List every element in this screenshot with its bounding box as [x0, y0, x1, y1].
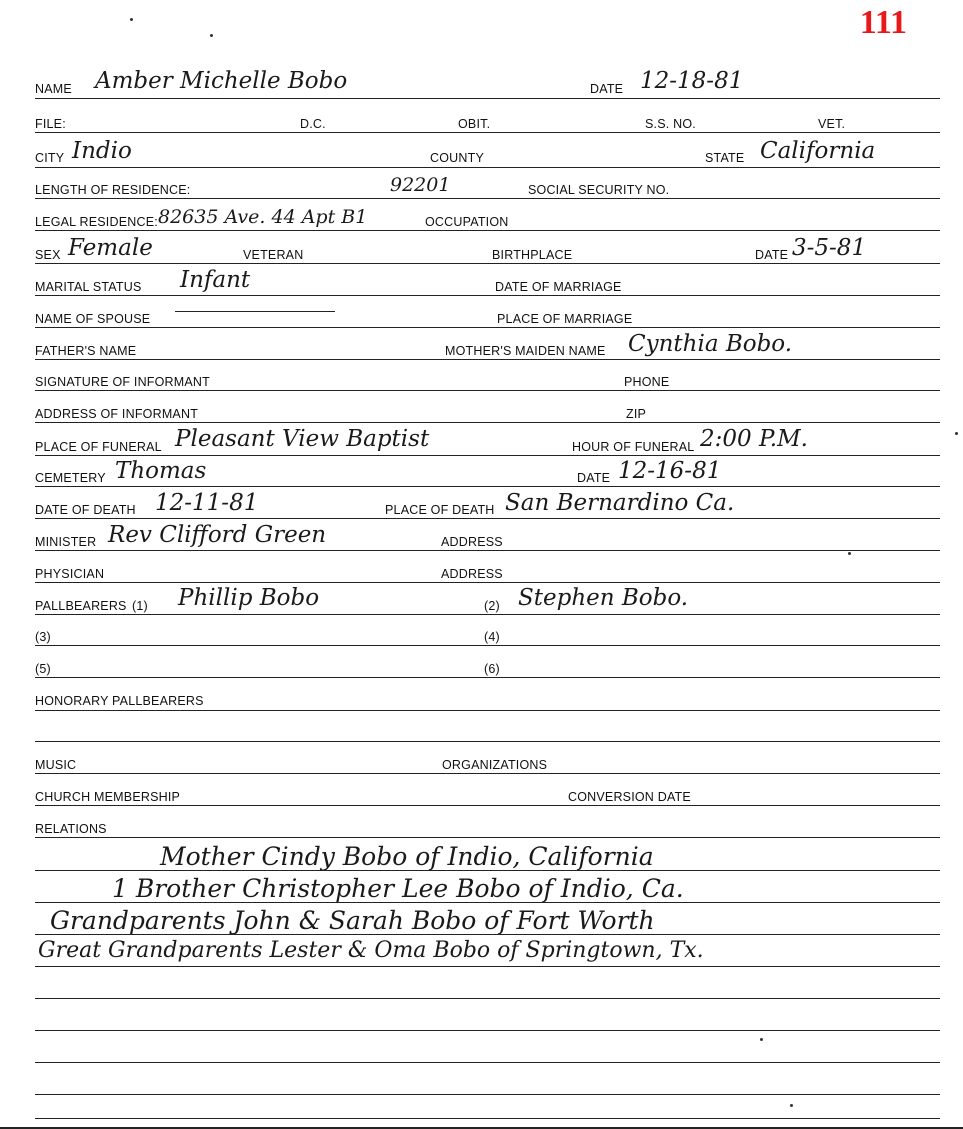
relations-line-4: [35, 966, 940, 967]
honorary-line-2: [35, 741, 940, 742]
relation-entry: Great Grandparents Lester & Oma Bobo of Springtown, Tx.: [38, 938, 704, 963]
legal-residence-line: [35, 230, 940, 231]
death-line: [35, 518, 940, 519]
mothers-maiden-name-value: Cynthia Bobo.: [628, 331, 793, 357]
hour-of-funeral-value: 2:00 P.M.: [700, 426, 808, 452]
sex-label: SEX: [35, 248, 61, 262]
occupation-label: OCCUPATION: [425, 215, 509, 229]
honorary-line: [35, 710, 940, 711]
pallbearer-3-label: (3): [35, 630, 51, 644]
relations-line-8: [35, 1094, 940, 1095]
marital-status-value: Infant: [180, 267, 251, 293]
cemetery-date-label: DATE: [577, 471, 611, 485]
mothers-maiden-name-label: MOTHER'S MAIDEN NAME: [445, 344, 606, 358]
cemetery-value: Thomas: [115, 458, 207, 484]
pallbearer-1-value: Phillip Bobo: [178, 585, 320, 611]
physician-line: [35, 582, 940, 583]
date-value: 12-18-81: [640, 68, 744, 94]
minister-line: [35, 550, 940, 551]
physician-label: PHYSICIAN: [35, 567, 105, 581]
city-line: [35, 167, 940, 168]
name-value: Amber Michelle Bobo: [95, 68, 348, 94]
spouse-dash: [175, 311, 335, 312]
file-label: FILE:: [35, 117, 66, 131]
scan-speck: [760, 1038, 763, 1041]
pallbearers-label: PALLBEARERS: [35, 599, 127, 613]
signature-line: [35, 390, 940, 391]
marital-line: [35, 295, 940, 296]
zip-label: ZIP: [626, 407, 647, 421]
social-security-label: SOCIAL SECURITY NO.: [528, 183, 670, 197]
page-number: 111: [859, 4, 907, 41]
church-membership-label: CHURCH MEMBERSHIP: [35, 790, 181, 804]
pallbearers-line: [35, 614, 940, 615]
music-label: MUSIC: [35, 758, 77, 772]
minister-value: Rev Clifford Green: [108, 522, 327, 548]
physician-address-label: ADDRESS: [441, 567, 503, 581]
name-of-spouse-label: NAME OF SPOUSE: [35, 312, 151, 326]
phone-label: PHONE: [624, 375, 670, 389]
place-of-death-label: PLACE OF DEATH: [385, 503, 495, 517]
place-of-death-value: San Bernardino Ca.: [505, 490, 735, 516]
minister-label: MINISTER: [35, 535, 97, 549]
pallbearer-4-label: (4): [484, 630, 500, 644]
organizations-label: ORGANIZATIONS: [442, 758, 548, 772]
name-label: NAME: [35, 82, 72, 96]
sex-value: Female: [68, 235, 153, 261]
relations-line-1: [35, 870, 940, 871]
pallbearer-6-label: (6): [484, 662, 500, 676]
signature-of-informant-label: SIGNATURE OF INFORMANT: [35, 375, 210, 389]
dc-label: D.C.: [300, 117, 326, 131]
residence-line: [35, 198, 940, 199]
relations-line-2: [35, 902, 940, 903]
obit-label: OBIT.: [458, 117, 491, 131]
relation-entry: 1 Brother Christopher Lee Bobo of Indio, Ca.: [112, 874, 684, 903]
minister-address-label: ADDRESS: [441, 535, 503, 549]
hour-of-funeral-label: HOUR OF FUNERAL: [572, 440, 695, 454]
relations-line-5: [35, 998, 940, 999]
relation-entry: Grandparents John & Sarah Bobo of Fort Worth: [50, 906, 655, 935]
funeral-line: [35, 455, 940, 456]
relation-entry: Mother Cindy Bobo of Indio, California: [160, 842, 654, 871]
zip-code-value: 92201: [390, 174, 451, 196]
ssno-label: S.S. NO.: [645, 117, 696, 131]
length-of-residence-label: LENGTH OF RESIDENCE:: [35, 183, 191, 197]
fathers-name-label: FATHER'S NAME: [35, 344, 137, 358]
relations-line-0: [35, 837, 940, 838]
legal-residence-label: LEGAL RESIDENCE:: [35, 215, 158, 229]
state-label: STATE: [705, 151, 745, 165]
relations-line-7: [35, 1062, 940, 1063]
pallbearer-1-label: (1): [132, 599, 148, 613]
church-line: [35, 805, 940, 806]
honorary-pallbearers-label: HONORARY PALLBEARERS: [35, 694, 204, 708]
relations-label: RELATIONS: [35, 822, 107, 836]
sex-line: [35, 263, 940, 264]
date-of-marriage-label: DATE OF MARRIAGE: [495, 280, 622, 294]
name-line: [35, 98, 940, 99]
pallbearer-2-label: (2): [484, 599, 500, 613]
veteran-label: VETERAN: [243, 248, 304, 262]
pallbearer-5-label: (5): [35, 662, 51, 676]
scan-speck: [848, 552, 851, 555]
place-of-funeral-label: PLACE OF FUNERAL: [35, 440, 162, 454]
scan-speck: [130, 18, 133, 21]
spouse-line: [35, 327, 940, 328]
relations-line-3: [35, 934, 940, 935]
city-value: Indio: [72, 138, 132, 164]
scan-speck: [955, 432, 958, 435]
birth-date-label: DATE: [755, 248, 789, 262]
scan-speck: [210, 34, 213, 37]
pallbearers-line-2: [35, 645, 940, 646]
legal-residence-value: 82635 Ave. 44 Apt B1: [158, 206, 368, 228]
city-label: CITY: [35, 151, 65, 165]
date-of-death-label: DATE OF DEATH: [35, 503, 136, 517]
county-label: COUNTY: [430, 151, 484, 165]
vet-label: VET.: [818, 117, 846, 131]
date-label: DATE: [590, 82, 624, 96]
pallbearer-2-value: Stephen Bobo.: [518, 585, 689, 611]
cemetery-line: [35, 486, 940, 487]
pallbearers-line-3: [35, 677, 940, 678]
address-informant-line: [35, 422, 940, 423]
place-of-marriage-label: PLACE OF MARRIAGE: [497, 312, 633, 326]
marital-status-label: MARITAL STATUS: [35, 280, 142, 294]
music-line: [35, 773, 940, 774]
birthplace-label: BIRTHPLACE: [492, 248, 573, 262]
relations-line-9: [35, 1118, 940, 1119]
date-of-death-value: 12-11-81: [155, 490, 259, 516]
birth-date-value: 3-5-81: [792, 235, 867, 261]
state-value: California: [760, 138, 876, 164]
place-of-funeral-value: Pleasant View Baptist: [175, 426, 430, 452]
fathers-line: [35, 359, 940, 360]
scan-speck: [790, 1104, 793, 1107]
cemetery-label: CEMETERY: [35, 471, 106, 485]
file-line: [35, 132, 940, 133]
relations-line-6: [35, 1030, 940, 1031]
cemetery-date-value: 12-16-81: [618, 458, 722, 484]
conversion-date-label: CONVERSION DATE: [568, 790, 691, 804]
address-of-informant-label: ADDRESS OF INFORMANT: [35, 407, 199, 421]
